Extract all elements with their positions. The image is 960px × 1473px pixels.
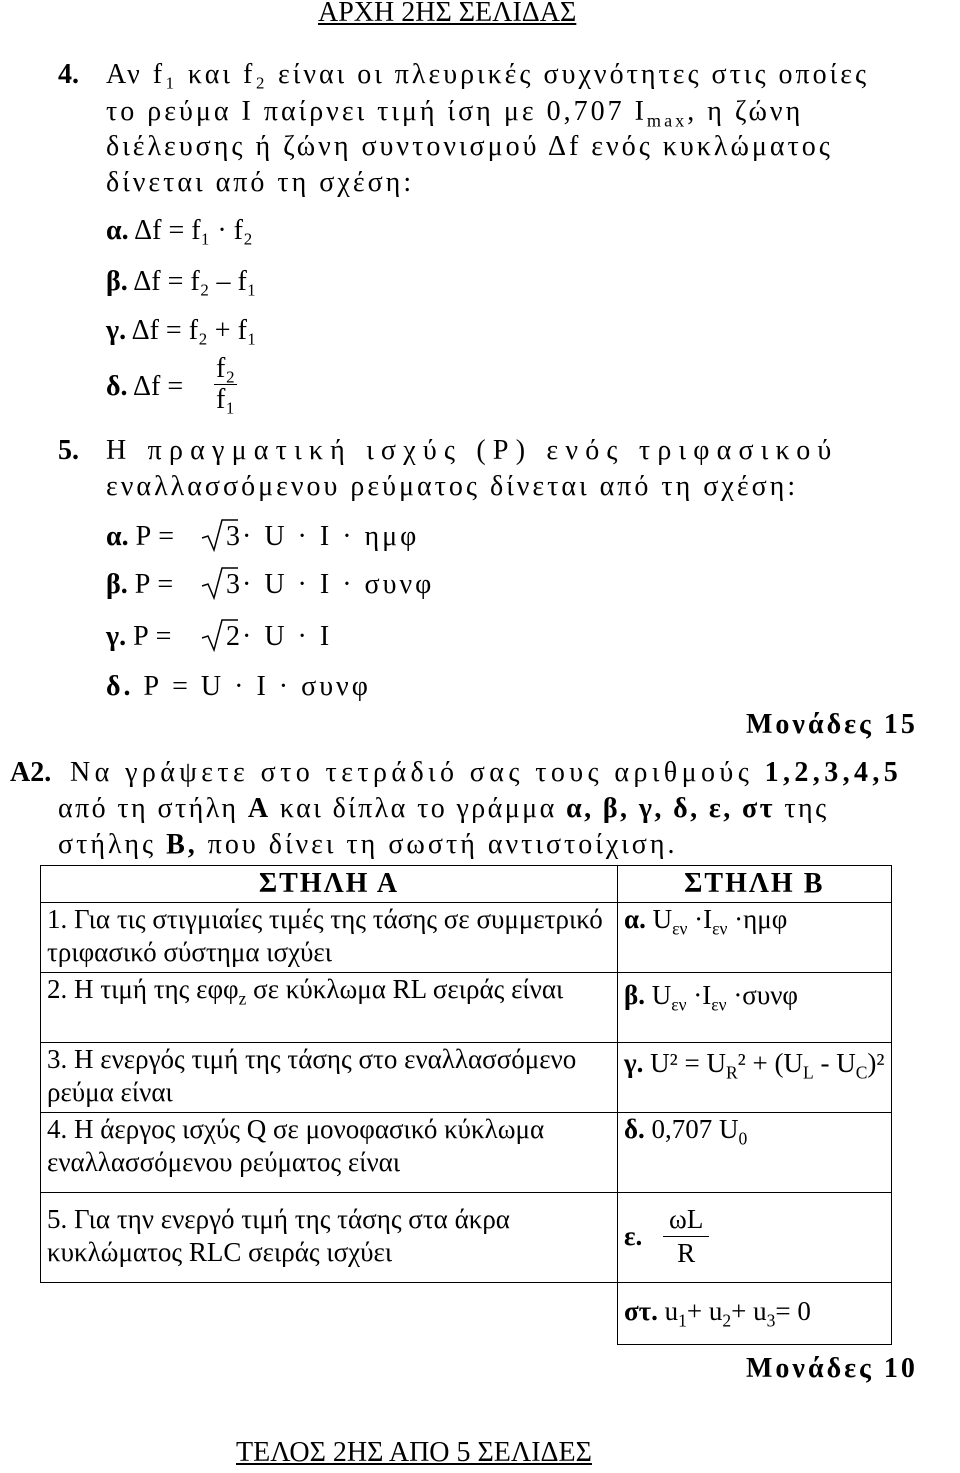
column-b-item: ε. $\frac{\omega L}{R}$ bbox=[618, 1193, 892, 1283]
q5-option-a: α. Ρ = bbox=[106, 521, 175, 552]
page-footer: ΤΕΛΟΣ 2ΗΣ ΑΠΟ 5 ΣΕΛΙΔΕΣ bbox=[236, 1437, 592, 1468]
q4-option-c: γ. Δf = f₂ + f₁ bbox=[106, 315, 257, 346]
q5-root-a: 3 bbox=[226, 521, 240, 552]
q5-line1: Η πραγματική ισχύς (Ρ) ενός τριφασικού bbox=[106, 435, 839, 466]
column-a-item: 4. Η άεργος ισχύς Q σε μονοφασικό κύκλωμα εναλλασσόμενου ρεύματος είναι bbox=[41, 1113, 618, 1193]
column-a-item: 1. Για τις στιγμιαίες τιμές της τάσης σε συμμετρικό τριφασικό σύστημα ισχύει bbox=[41, 903, 618, 973]
column-b-item: α. $U_{\varepsilon\nu} \cdot I_{\varepsilon\nu} \cdot\eta\mu\varphi$ bbox=[618, 903, 892, 973]
q5-option-b: β. Ρ = bbox=[106, 569, 174, 600]
q4-fraction bbox=[214, 354, 237, 415]
q4-line2: το ρεύμα Ι παίρνει τιμή ίση με 0,707 $I_{max}$, η ζώνη bbox=[106, 96, 804, 131]
fraction-denominator: f₁ bbox=[216, 384, 236, 415]
sqrt-icon bbox=[200, 564, 240, 602]
q5-root-c: 2 bbox=[226, 621, 240, 652]
q5-option-c: γ. Ρ = bbox=[106, 621, 172, 652]
a2-line3: στήλης Β, που δίνει τη σωστή αντιστοίχιση. bbox=[58, 829, 678, 860]
a2-marks: Μονάδες 10 bbox=[746, 1353, 918, 1384]
q4-option-b: β. Δf = f₂ – f₁ bbox=[106, 266, 257, 297]
column-a-item: 5. Για την ενεργό τιμή της τάσης στα άκρα κυκλώματος RLC σειράς ισχύει bbox=[41, 1193, 618, 1283]
column-b-item: δ. 0,707 $U_0$ bbox=[618, 1113, 892, 1193]
q4-option-d: δ. Δf = bbox=[106, 371, 184, 402]
column-a-item: 3. Η ενεργός τιμή της τάσης στο εναλλασσόμενο ρεύμα είναι bbox=[41, 1043, 618, 1113]
column-b-item: γ. $U^2 = U_R^2 + (U_L - U_C)^2$ bbox=[618, 1043, 892, 1113]
a2-line2: από τη στήλη Α και δίπλα το γράμμα α, β, γ, δ, ε, στ της bbox=[58, 793, 829, 824]
q4-line3: διέλευσης ή ζώνη συντονισμού Δf ενός κυκλώματος bbox=[106, 131, 833, 162]
page-header: ΑΡΧΗ 2ΗΣ ΣΕΛΙΔΑΣ bbox=[318, 0, 577, 28]
a2-number: Α2. bbox=[10, 757, 52, 788]
q5-option-d: δ. Ρ = U · I · συνφ bbox=[106, 671, 371, 702]
sqrt-icon bbox=[200, 616, 240, 654]
q5-number: 5. bbox=[58, 435, 79, 466]
q4-line4: δίνεται από τη σχέση: bbox=[106, 167, 415, 198]
q5-line2: εναλλασσόμενου ρεύματος δίνεται από τη σχέση: bbox=[106, 471, 799, 502]
fraction-numerator: ωL bbox=[663, 1203, 709, 1237]
q5-marks: Μονάδες 15 bbox=[746, 709, 918, 740]
matching-table bbox=[40, 865, 892, 1345]
a2-line1: Να γράψετε στο τετράδιό σας τους αριθμούς 1,2,3,4,5 bbox=[70, 757, 903, 788]
q5-option-b-rest: · U · I · συνφ bbox=[242, 569, 435, 600]
q5-option-c-rest: · U · I bbox=[242, 621, 333, 652]
q5-option-a-rest: · U · I · ημφ bbox=[242, 521, 420, 552]
column-a-item: 2. Η τιμή της εφφ$_z$ σε κύκλωμα RL σειράς είναι bbox=[41, 973, 618, 1043]
column-b-header: ΣΤΗΛΗ Β bbox=[618, 866, 892, 903]
column-b-item: β. $U_{\varepsilon\nu} \cdot I_{\varepsilon\nu} \cdot\sigma\upsilon\nu\varphi$ bbox=[618, 973, 892, 1043]
q4-line1: Αν f₁ και f₂ είναι οι πλευρικές συχνότητες στις οποίες bbox=[106, 59, 870, 90]
q4-option-a: α. Δf = f₁ · f₂ bbox=[106, 215, 253, 246]
q5-root-b: 3 bbox=[226, 569, 240, 600]
sqrt-icon bbox=[200, 516, 240, 554]
column-a-header: ΣΤΗΛΗ Α bbox=[41, 866, 618, 903]
fraction-denominator: R bbox=[677, 1238, 696, 1268]
fraction-numerator: f₂ bbox=[216, 353, 236, 384]
q4-number: 4. bbox=[58, 59, 79, 90]
column-b-item: στ. $u_1+ u_2+ u_3= 0$ bbox=[618, 1283, 892, 1345]
